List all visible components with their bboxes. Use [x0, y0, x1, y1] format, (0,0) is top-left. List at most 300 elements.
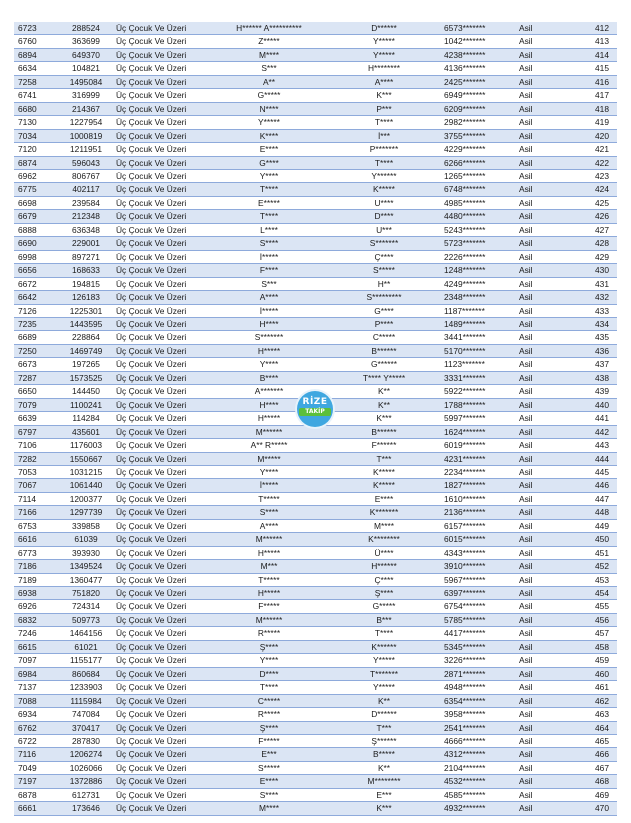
category-cell: Üç Çocuk Ve Üzeri	[114, 223, 210, 236]
masked-id-number-cell: 6015*******	[440, 533, 516, 546]
application-id-cell: 1061440	[58, 479, 114, 492]
masked-surname-cell: D****	[328, 210, 440, 223]
table-row	[14, 264, 617, 277]
rank-cell: 459	[560, 654, 617, 667]
row-number-cell: 6934	[14, 708, 58, 721]
masked-name-cell: M******	[210, 613, 328, 626]
row-number-cell: 6762	[14, 721, 58, 734]
application-id-cell: 649370	[58, 48, 114, 61]
table-row	[14, 640, 617, 653]
masked-id-number-cell: 5997*******	[440, 412, 516, 425]
masked-surname-cell: K**	[328, 694, 440, 707]
masked-name-cell: M***	[210, 560, 328, 573]
application-id-cell: 1495084	[58, 75, 114, 88]
masked-surname-cell: K***	[328, 802, 440, 815]
status-cell: Asil	[516, 385, 560, 398]
masked-id-number-cell: 6354*******	[440, 694, 516, 707]
table-row	[14, 129, 617, 142]
application-id-cell: 194815	[58, 277, 114, 290]
status-cell: Asil	[516, 748, 560, 761]
masked-surname-cell: Y*****	[328, 681, 440, 694]
category-cell: Üç Çocuk Ve Üzeri	[114, 735, 210, 748]
rank-cell: 457	[560, 627, 617, 640]
masked-id-number-cell: 4985*******	[440, 196, 516, 209]
row-number-cell: 7106	[14, 439, 58, 452]
application-id-cell: 1372886	[58, 775, 114, 788]
application-id-cell: 1225301	[58, 304, 114, 317]
masked-surname-cell: Ş******	[328, 735, 440, 748]
masked-id-number-cell: 6397*******	[440, 587, 516, 600]
masked-surname-cell: Y*****	[328, 48, 440, 61]
category-cell: Üç Çocuk Ve Üzeri	[114, 344, 210, 357]
category-cell: Üç Çocuk Ve Üzeri	[114, 183, 210, 196]
row-number-cell: 7287	[14, 371, 58, 384]
status-cell: Asil	[516, 721, 560, 734]
masked-surname-cell: T****	[328, 156, 440, 169]
rank-cell: 425	[560, 196, 617, 209]
masked-name-cell: F****	[210, 264, 328, 277]
rank-cell: 413	[560, 35, 617, 48]
status-cell: Asil	[516, 479, 560, 492]
masked-id-number-cell: 6748*******	[440, 183, 516, 196]
application-id-cell: 1233903	[58, 681, 114, 694]
masked-surname-cell: K******	[328, 640, 440, 653]
row-number-cell: 6888	[14, 223, 58, 236]
masked-id-number-cell: 5967*******	[440, 573, 516, 586]
masked-id-number-cell: 6573*******	[440, 22, 516, 35]
rank-cell: 440	[560, 398, 617, 411]
masked-surname-cell: K*****	[328, 465, 440, 478]
rank-cell: 449	[560, 519, 617, 532]
masked-surname-cell: K**	[328, 398, 440, 411]
category-cell: Üç Çocuk Ve Üzeri	[114, 75, 210, 88]
masked-surname-cell: B*****	[328, 748, 440, 761]
category-cell: Üç Çocuk Ve Üzeri	[114, 331, 210, 344]
application-id-cell: 747084	[58, 708, 114, 721]
status-cell: Asil	[516, 587, 560, 600]
table-row	[14, 452, 617, 465]
category-cell: Üç Çocuk Ve Üzeri	[114, 506, 210, 519]
masked-id-number-cell: 4480*******	[440, 210, 516, 223]
masked-name-cell: H*****	[210, 546, 328, 559]
status-cell: Asil	[516, 573, 560, 586]
row-number-cell: 6698	[14, 196, 58, 209]
masked-surname-cell: Ç****	[328, 573, 440, 586]
category-cell: Üç Çocuk Ve Üzeri	[114, 587, 210, 600]
row-number-cell: 6634	[14, 62, 58, 75]
application-id-cell: 239584	[58, 196, 114, 209]
application-id-cell: 61039	[58, 533, 114, 546]
masked-name-cell: B****	[210, 371, 328, 384]
rank-cell: 435	[560, 331, 617, 344]
application-id-cell: 1573525	[58, 371, 114, 384]
masked-name-cell: E****	[210, 143, 328, 156]
row-number-cell: 6673	[14, 358, 58, 371]
status-cell: Asil	[516, 546, 560, 559]
category-cell: Üç Çocuk Ve Üzeri	[114, 533, 210, 546]
masked-name-cell: H*****	[210, 344, 328, 357]
masked-id-number-cell: 1489*******	[440, 317, 516, 330]
status-cell: Asil	[516, 681, 560, 694]
row-number-cell: 7097	[14, 654, 58, 667]
masked-id-number-cell: 4229*******	[440, 143, 516, 156]
masked-surname-cell: B******	[328, 425, 440, 438]
row-number-cell: 6773	[14, 546, 58, 559]
application-id-cell: 860684	[58, 667, 114, 680]
category-cell: Üç Çocuk Ve Üzeri	[114, 573, 210, 586]
rank-cell: 417	[560, 89, 617, 102]
application-id-cell: 168633	[58, 264, 114, 277]
masked-id-number-cell: 3958*******	[440, 708, 516, 721]
masked-name-cell: Y****	[210, 654, 328, 667]
masked-id-number-cell: 4417*******	[440, 627, 516, 640]
masked-surname-cell: G******	[328, 358, 440, 371]
masked-name-cell: Z*****	[210, 35, 328, 48]
masked-id-number-cell: 2425*******	[440, 75, 516, 88]
masked-surname-cell: K***	[328, 412, 440, 425]
row-number-cell: 7130	[14, 116, 58, 129]
row-number-cell: 6680	[14, 102, 58, 115]
status-cell: Asil	[516, 169, 560, 182]
category-cell: Üç Çocuk Ve Üzeri	[114, 412, 210, 425]
masked-surname-cell: P*******	[328, 143, 440, 156]
category-cell: Üç Çocuk Ve Üzeri	[114, 22, 210, 35]
masked-id-number-cell: 1624*******	[440, 425, 516, 438]
status-cell: Asil	[516, 694, 560, 707]
rank-cell: 438	[560, 371, 617, 384]
rank-cell: 465	[560, 735, 617, 748]
masked-id-number-cell: 4948*******	[440, 681, 516, 694]
category-cell: Üç Çocuk Ve Üzeri	[114, 600, 210, 613]
masked-id-number-cell: 5243*******	[440, 223, 516, 236]
masked-name-cell: A**	[210, 75, 328, 88]
masked-id-number-cell: 4249*******	[440, 277, 516, 290]
masked-surname-cell: Ç****	[328, 250, 440, 263]
masked-id-number-cell: 6157*******	[440, 519, 516, 532]
masked-id-number-cell: 1123*******	[440, 358, 516, 371]
table-row	[14, 627, 617, 640]
masked-name-cell: M******	[210, 425, 328, 438]
masked-id-number-cell: 4136*******	[440, 62, 516, 75]
category-cell: Üç Çocuk Ve Üzeri	[114, 439, 210, 452]
application-id-cell: 1026066	[58, 761, 114, 774]
application-id-cell: 1115984	[58, 694, 114, 707]
masked-name-cell: K****	[210, 129, 328, 142]
row-number-cell: 6679	[14, 210, 58, 223]
table-row	[14, 237, 617, 250]
table-row	[14, 250, 617, 263]
row-number-cell: 6656	[14, 264, 58, 277]
application-id-cell: 596043	[58, 156, 114, 169]
category-cell: Üç Çocuk Ve Üzeri	[114, 116, 210, 129]
table-row	[14, 277, 617, 290]
table-row	[14, 667, 617, 680]
application-id-cell: 393930	[58, 546, 114, 559]
rank-cell: 466	[560, 748, 617, 761]
status-cell: Asil	[516, 75, 560, 88]
status-cell: Asil	[516, 210, 560, 223]
status-cell: Asil	[516, 331, 560, 344]
application-id-cell: 1297739	[58, 506, 114, 519]
application-id-cell: 402117	[58, 183, 114, 196]
category-cell: Üç Çocuk Ve Üzeri	[114, 250, 210, 263]
status-cell: Asil	[516, 35, 560, 48]
status-cell: Asil	[516, 304, 560, 317]
category-cell: Üç Çocuk Ve Üzeri	[114, 802, 210, 815]
category-cell: Üç Çocuk Ve Üzeri	[114, 385, 210, 398]
category-cell: Üç Çocuk Ve Üzeri	[114, 721, 210, 734]
masked-surname-cell: U***	[328, 223, 440, 236]
rank-cell: 469	[560, 788, 617, 801]
masked-name-cell: T*****	[210, 573, 328, 586]
table-row	[14, 35, 617, 48]
rank-cell: 418	[560, 102, 617, 115]
rank-cell: 446	[560, 479, 617, 492]
masked-surname-cell: S*******	[328, 237, 440, 250]
rank-cell: 464	[560, 721, 617, 734]
rank-cell: 423	[560, 169, 617, 182]
row-number-cell: 6874	[14, 156, 58, 169]
rank-cell: 422	[560, 156, 617, 169]
masked-surname-cell: K**	[328, 385, 440, 398]
status-cell: Asil	[516, 89, 560, 102]
row-number-cell: 7137	[14, 681, 58, 694]
masked-name-cell: H****	[210, 317, 328, 330]
row-number-cell: 7114	[14, 492, 58, 505]
masked-id-number-cell: 3331*******	[440, 371, 516, 384]
table-row	[14, 802, 617, 815]
category-cell: Üç Çocuk Ve Üzeri	[114, 452, 210, 465]
row-number-cell: 7258	[14, 75, 58, 88]
masked-name-cell: T****	[210, 210, 328, 223]
application-id-cell: 104821	[58, 62, 114, 75]
status-cell: Asil	[516, 761, 560, 774]
status-cell: Asil	[516, 735, 560, 748]
row-number-cell: 6741	[14, 89, 58, 102]
table-row	[14, 600, 617, 613]
rank-cell: 470	[560, 802, 617, 815]
application-id-cell: 212348	[58, 210, 114, 223]
masked-name-cell: E*****	[210, 196, 328, 209]
masked-name-cell: T****	[210, 183, 328, 196]
rank-cell: 460	[560, 667, 617, 680]
category-cell: Üç Çocuk Ve Üzeri	[114, 546, 210, 559]
application-id-cell: 1155177	[58, 654, 114, 667]
status-cell: Asil	[516, 802, 560, 815]
application-id-cell: 509773	[58, 613, 114, 626]
application-id-cell: 173646	[58, 802, 114, 815]
logo-line-1: RİZE	[302, 397, 328, 407]
masked-surname-cell: M********	[328, 775, 440, 788]
application-id-cell: 897271	[58, 250, 114, 263]
masked-surname-cell: F******	[328, 439, 440, 452]
table-row	[14, 223, 617, 236]
row-number-cell: 6616	[14, 533, 58, 546]
application-id-cell: 287830	[58, 735, 114, 748]
masked-id-number-cell: 4532*******	[440, 775, 516, 788]
masked-surname-cell: B******	[328, 344, 440, 357]
status-cell: Asil	[516, 506, 560, 519]
rank-cell: 461	[560, 681, 617, 694]
application-id-cell: 724314	[58, 600, 114, 613]
masked-surname-cell: K*****	[328, 183, 440, 196]
status-cell: Asil	[516, 196, 560, 209]
masked-name-cell: R*****	[210, 627, 328, 640]
rank-cell: 456	[560, 613, 617, 626]
rank-cell: 414	[560, 48, 617, 61]
rank-cell: 427	[560, 223, 617, 236]
table-row	[14, 210, 617, 223]
category-cell: Üç Çocuk Ve Üzeri	[114, 627, 210, 640]
masked-surname-cell: B***	[328, 613, 440, 626]
category-cell: Üç Çocuk Ve Üzeri	[114, 62, 210, 75]
masked-id-number-cell: 6266*******	[440, 156, 516, 169]
row-number-cell: 7282	[14, 452, 58, 465]
masked-id-number-cell: 4666*******	[440, 735, 516, 748]
category-cell: Üç Çocuk Ve Üzeri	[114, 35, 210, 48]
rank-cell: 430	[560, 264, 617, 277]
status-cell: Asil	[516, 371, 560, 384]
table-row	[14, 196, 617, 209]
status-cell: Asil	[516, 667, 560, 680]
category-cell: Üç Çocuk Ve Üzeri	[114, 492, 210, 505]
category-cell: Üç Çocuk Ve Üzeri	[114, 654, 210, 667]
masked-name-cell: S***	[210, 62, 328, 75]
masked-surname-cell: T**** Y*****	[328, 371, 440, 384]
table-row	[14, 304, 617, 317]
category-cell: Üç Çocuk Ve Üzeri	[114, 277, 210, 290]
table-row	[14, 654, 617, 667]
application-id-cell: 126183	[58, 291, 114, 304]
table-row	[14, 62, 617, 75]
row-number-cell: 6690	[14, 237, 58, 250]
row-number-cell: 7067	[14, 479, 58, 492]
category-cell: Üç Çocuk Ve Üzeri	[114, 519, 210, 532]
category-cell: Üç Çocuk Ve Üzeri	[114, 264, 210, 277]
status-cell: Asil	[516, 627, 560, 640]
masked-id-number-cell: 2136*******	[440, 506, 516, 519]
table-row	[14, 748, 617, 761]
table-row	[14, 560, 617, 573]
rank-cell: 421	[560, 143, 617, 156]
status-cell: Asil	[516, 264, 560, 277]
rank-cell: 441	[560, 412, 617, 425]
rank-cell: 419	[560, 116, 617, 129]
masked-name-cell: D****	[210, 667, 328, 680]
row-number-cell: 7250	[14, 344, 58, 357]
rank-cell: 444	[560, 452, 617, 465]
category-cell: Üç Çocuk Ve Üzeri	[114, 129, 210, 142]
application-id-cell: 1211951	[58, 143, 114, 156]
row-number-cell: 6689	[14, 331, 58, 344]
table-row	[14, 492, 617, 505]
status-cell: Asil	[516, 48, 560, 61]
rank-cell: 434	[560, 317, 617, 330]
masked-id-number-cell: 6754*******	[440, 600, 516, 613]
masked-id-number-cell: 5785*******	[440, 613, 516, 626]
rank-cell: 428	[560, 237, 617, 250]
category-cell: Üç Çocuk Ve Üzeri	[114, 398, 210, 411]
row-number-cell: 6894	[14, 48, 58, 61]
application-id-cell: 288524	[58, 22, 114, 35]
status-cell: Asil	[516, 22, 560, 35]
rank-cell: 437	[560, 358, 617, 371]
masked-name-cell: S****	[210, 237, 328, 250]
status-cell: Asil	[516, 425, 560, 438]
masked-surname-cell: C*****	[328, 331, 440, 344]
row-number-cell: 6878	[14, 788, 58, 801]
rank-cell: 439	[560, 385, 617, 398]
application-id-cell: 435601	[58, 425, 114, 438]
masked-id-number-cell: 1610*******	[440, 492, 516, 505]
category-cell: Üç Çocuk Ve Üzeri	[114, 317, 210, 330]
masked-surname-cell: E****	[328, 492, 440, 505]
masked-name-cell: S****	[210, 506, 328, 519]
rank-cell: 412	[560, 22, 617, 35]
row-number-cell: 7120	[14, 143, 58, 156]
table-row	[14, 291, 617, 304]
application-id-cell: 1443595	[58, 317, 114, 330]
application-id-cell: 370417	[58, 721, 114, 734]
masked-id-number-cell: 3910*******	[440, 560, 516, 573]
table-row	[14, 465, 617, 478]
table-row	[14, 761, 617, 774]
category-cell: Üç Çocuk Ve Üzeri	[114, 708, 210, 721]
rank-cell: 424	[560, 183, 617, 196]
masked-id-number-cell: 2348*******	[440, 291, 516, 304]
application-id-cell: 1360477	[58, 573, 114, 586]
status-cell: Asil	[516, 775, 560, 788]
category-cell: Üç Çocuk Ve Üzeri	[114, 371, 210, 384]
row-number-cell: 7116	[14, 748, 58, 761]
row-number-cell: 6962	[14, 169, 58, 182]
rank-cell: 415	[560, 62, 617, 75]
category-cell: Üç Çocuk Ve Üzeri	[114, 425, 210, 438]
masked-id-number-cell: 6949*******	[440, 89, 516, 102]
row-number-cell: 7186	[14, 560, 58, 573]
table-row	[14, 613, 617, 626]
rank-cell: 433	[560, 304, 617, 317]
status-cell: Asil	[516, 708, 560, 721]
rank-cell: 451	[560, 546, 617, 559]
status-cell: Asil	[516, 492, 560, 505]
status-cell: Asil	[516, 183, 560, 196]
masked-surname-cell: Ş****	[328, 587, 440, 600]
masked-surname-cell: G*****	[328, 600, 440, 613]
row-number-cell: 7053	[14, 465, 58, 478]
rize-takip-logo	[297, 391, 333, 427]
category-cell: Üç Çocuk Ve Üzeri	[114, 169, 210, 182]
row-number-cell: 7197	[14, 775, 58, 788]
status-cell: Asil	[516, 788, 560, 801]
masked-surname-cell: T***	[328, 452, 440, 465]
masked-id-number-cell: 5922*******	[440, 385, 516, 398]
masked-surname-cell: P****	[328, 317, 440, 330]
row-number-cell: 6723	[14, 22, 58, 35]
masked-id-number-cell: 5170*******	[440, 344, 516, 357]
masked-surname-cell: H********	[328, 62, 440, 75]
status-cell: Asil	[516, 519, 560, 532]
table-row	[14, 156, 617, 169]
table-row	[14, 519, 617, 532]
category-cell: Üç Çocuk Ve Üzeri	[114, 304, 210, 317]
application-id-cell: 229001	[58, 237, 114, 250]
category-cell: Üç Çocuk Ve Üzeri	[114, 761, 210, 774]
category-cell: Üç Çocuk Ve Üzeri	[114, 694, 210, 707]
application-id-cell: 363699	[58, 35, 114, 48]
application-id-cell: 61021	[58, 640, 114, 653]
masked-name-cell: G*****	[210, 89, 328, 102]
